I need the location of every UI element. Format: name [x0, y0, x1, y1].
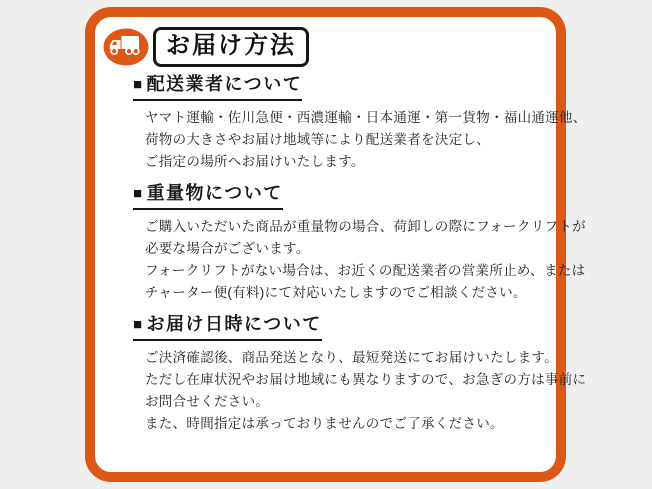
delivery-info-panel	[85, 7, 587, 482]
body-line: また、時間指定は承っておりませんのでご了承ください。	[145, 416, 504, 431]
square-bullet-icon: ■	[133, 76, 144, 93]
section-title-text: 重量物について	[146, 183, 283, 203]
section-title-text: お届け日時について	[146, 314, 322, 334]
square-bullet-icon: ■	[133, 316, 144, 333]
section-body	[145, 216, 586, 304]
body-line: ヤマト運輸・佐川急便・西濃運輸・日本通運・第一貨物・福山通運他、	[145, 110, 587, 125]
body-line: ご指定の場所へお届けいたします。	[145, 154, 365, 169]
sections-container	[133, 73, 587, 435]
info-section	[133, 182, 586, 304]
body-line: ご決済確認後、商品発送となり、最短発送にてお届けいたします。	[145, 350, 558, 365]
info-section	[133, 73, 587, 173]
section-heading	[133, 73, 302, 101]
section-heading	[133, 313, 322, 341]
section-title-text: 配送業者について	[146, 74, 303, 94]
body-line: チャーター便(有料)にて対応いたしますのでご相談ください。	[145, 285, 527, 300]
body-line: ご購入いただいた商品が重量物の場合、荷卸しの際にフォークリフトが	[145, 219, 586, 234]
body-line: フォークリフトがない場合は、お近くの配送業者の営業所止め、または	[145, 263, 586, 278]
square-bullet-icon: ■	[133, 185, 144, 202]
page-title: お届け方法	[153, 27, 309, 67]
section-body	[145, 347, 587, 435]
section-body	[145, 107, 587, 173]
body-line: 必要な場合がございます。	[145, 241, 310, 256]
body-line: 荷物の大きさやお届け地域等により配送業者を決定し、	[145, 132, 490, 147]
info-section	[133, 313, 587, 435]
body-line: お問合せください。	[145, 394, 270, 409]
panel-header	[103, 27, 556, 67]
section-heading	[133, 182, 283, 210]
truck-icon	[103, 28, 149, 66]
body-line: ただし在庫状況やお届け地域にも異なりますので、お急ぎの方は事前に	[145, 372, 587, 387]
